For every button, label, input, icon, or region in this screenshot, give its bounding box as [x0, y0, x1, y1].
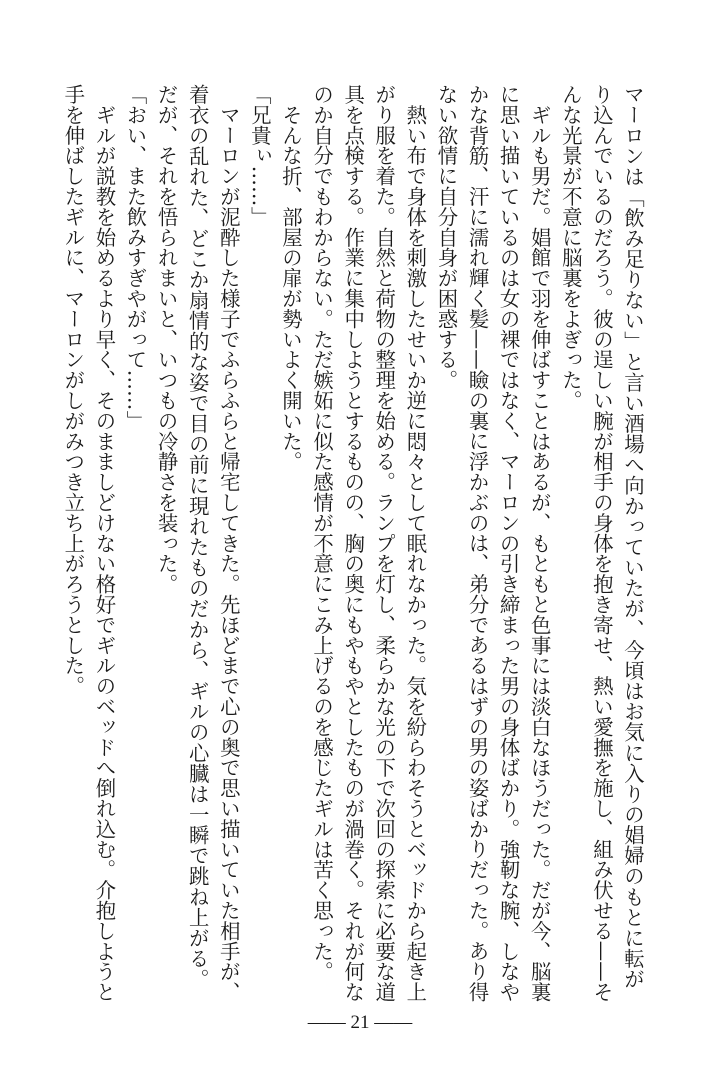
text-column: 「兄貴ぃ……」: [247, 84, 272, 227]
text-column: かな背筋、汗に濡れ輝く髪——瞼の裏に浮かぶのは、弟分であるはずの男の姿ばかりだった。あり得: [465, 84, 490, 1002]
text-column: ギルが説教を始めるより早く、そのまましどけない格好でギルのベッドへ倒れ込む。介抱しようと: [92, 84, 117, 1002]
text-column: そんな折、部屋の扉が勢いよく開いた。: [278, 84, 303, 472]
text-column: だが、それを悟られまいと、いつもの冷静さを装った。: [154, 84, 179, 594]
text-column: 着衣の乱れた、どこか扇情的な姿で目の前に現れたものだから、ギルの心臓は一瞬で跳ね上がる。: [185, 84, 210, 989]
text-column: 「おい、また飲みすぎやがって……」: [123, 84, 148, 431]
body-text: [57, 84, 648, 1002]
text-column: ない欲情に自分自身が困惑する。: [434, 84, 459, 390]
text-column: がり服を着た。自然と荷物の整理を始める。ランプを灯し、柔らかな光の下で次回の探索に必要な道: [372, 84, 397, 1002]
text-column: り込んでいるのだろう。彼の逞しい腕が相手の身体を抱き寄せ、熱い愛撫を施し、組み伏せる——そ: [589, 84, 614, 1002]
page-number: —— 21 ——: [307, 1012, 413, 1033]
text-column: マーロンは「飲み足りない」と言い酒場へ向かっていたが、今頃はお気に入りの娼婦のもとに転が: [621, 84, 645, 989]
text-column: マーロンが泥酔した様子でふらふらと帰宅してきた。先ほどまで心の奥で思い描いていた相手が、: [216, 84, 241, 1002]
text-column: に思い描いているのは女の裸ではなく、マーロンの引き締まった男の身体ばかり。強靭な腕、しなや: [496, 84, 521, 1002]
text-column: 手を伸ばしたギルに、マーロンがしがみつき立ち上がろうとした。: [61, 84, 86, 696]
text-column: ギルも男だ。娼館で羽を伸ばすことはあるが、もともと色事には淡白なほうだった。だが今、脳裏: [527, 84, 552, 1002]
text-column: のか自分でもわからない。ただ嫉妬に似た感情が不意にこみ上げるのを感じたギルは苦く思った。: [310, 84, 335, 982]
text-column: 具を点検する。作業に集中しようとするものの、胸の奥にもやもやとしたものが渦巻く。それが何な: [341, 84, 366, 1002]
text-column: んな光景が不意に脳裏をよぎった。: [558, 84, 583, 411]
text-column: 熱い布で身体を刺激したせいか逆に悶々として眠れなかった。気を紛らわそうとベッドから起き上: [403, 84, 428, 1002]
